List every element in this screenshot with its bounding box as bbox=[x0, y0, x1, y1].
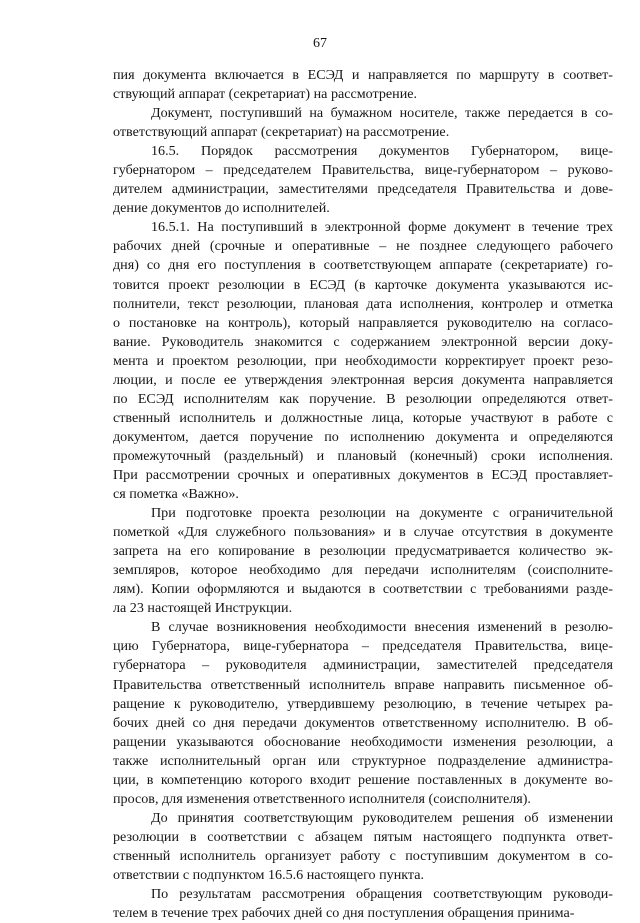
text-line-content: Документ, поступивший на бумажном носителе, также передается в со- bbox=[151, 105, 613, 122]
text-line bbox=[113, 352, 613, 371]
text-line-content: По результатам рассмотрения обращения соответствующим руководи- bbox=[151, 886, 613, 903]
text-line bbox=[113, 409, 613, 428]
paragraph bbox=[113, 885, 613, 923]
paragraph bbox=[113, 142, 613, 218]
text-line-content: ращение к руководителю, утвердившему резолюцию, в течение четырех ра- bbox=[113, 695, 613, 712]
text-line-content: При рассмотрении срочных и оперативных документов в ЕСЭД проставляет- bbox=[113, 466, 613, 483]
text-line-content: губернатором – председателем Правительства, вице-губернатором – руково- bbox=[113, 162, 613, 179]
text-line bbox=[113, 656, 613, 675]
text-line-content: запрета на его копирование в резолюции предусматривается количество эк- bbox=[113, 543, 613, 560]
text-line bbox=[113, 390, 613, 409]
text-line-content: также исполнительный орган или структурное подразделение администра- bbox=[113, 752, 613, 769]
text-line-content: телем в течение трех рабочих дней со дня поступления обращения принима- bbox=[113, 905, 575, 922]
text-line bbox=[113, 504, 613, 523]
text-line bbox=[113, 104, 613, 123]
page-number: 67 bbox=[313, 36, 327, 51]
text-line bbox=[113, 714, 613, 733]
text-line-content: дителем администрации, заместителями председателя Правительства и дове- bbox=[113, 181, 613, 198]
paragraph bbox=[113, 809, 613, 885]
text-line bbox=[113, 295, 613, 314]
text-line bbox=[113, 542, 613, 561]
text-line-content: о постановке на контроль), который направляется руководителю на согласо- bbox=[113, 314, 613, 331]
text-line bbox=[113, 276, 613, 295]
text-line-content: 16.5. Порядок рассмотрения документов Губернатором, вице- bbox=[151, 143, 613, 160]
text-line bbox=[113, 790, 613, 809]
text-line bbox=[113, 466, 613, 485]
text-line-content: товится проект резолюции в ЕСЭД (в карточке документа указываются ис- bbox=[113, 276, 613, 293]
text-line-content: ции, в компетенцию которого входит решение поставленных в документе во- bbox=[113, 771, 613, 788]
text-line bbox=[113, 371, 613, 390]
text-line-content: дение документов до исполнителей. bbox=[113, 200, 330, 217]
text-line-content: ствующий аппарат (секретариат) на рассмотрение. bbox=[113, 86, 418, 103]
text-line bbox=[113, 85, 613, 104]
text-line bbox=[113, 580, 613, 599]
text-line bbox=[113, 561, 613, 580]
paragraph bbox=[113, 618, 613, 808]
text-line bbox=[113, 123, 613, 142]
text-line-content: губернатора – руководителя администрации, заместителей председателя bbox=[113, 657, 613, 674]
text-line-content: полнители, текст резолюции, плановая дата исполнения, контролер и отметка bbox=[113, 295, 613, 312]
text-line bbox=[113, 256, 613, 275]
paragraph bbox=[113, 504, 613, 618]
text-line bbox=[113, 199, 613, 218]
text-line bbox=[113, 314, 613, 333]
text-line-content: ращении указываются обоснование необходимости изменения резолюции, а bbox=[113, 733, 613, 750]
text-line bbox=[113, 828, 613, 847]
text-line bbox=[113, 447, 613, 466]
text-line bbox=[113, 637, 613, 656]
text-line-content: При подготовке проекта резолюции на документе с ограничительной bbox=[151, 505, 613, 522]
text-line-content: ственный исполнитель организует работу с поступившим документом в со- bbox=[113, 847, 613, 864]
text-line-content: дня) со дня его поступления в соответствующем аппарате (секретариате) го- bbox=[113, 257, 613, 274]
text-line bbox=[113, 237, 613, 256]
text-line bbox=[113, 676, 613, 695]
text-line bbox=[113, 523, 613, 542]
text-line bbox=[113, 866, 613, 885]
text-line bbox=[113, 904, 613, 923]
text-line-content: До принятия соответствующим руководителем решения об изменении bbox=[151, 809, 613, 826]
text-line-content: промежуточный (раздельный) и плановый (конечный) сроки исполнения. bbox=[113, 447, 613, 464]
text-line-content: ответствии с подпунктом 16.5.6 настоящего пункта. bbox=[113, 866, 425, 883]
text-line-content: ся пометка «Важно». bbox=[113, 486, 239, 503]
text-line-content: по ЕСЭД исполнителям как поручение. В резолюции определяются ответ- bbox=[113, 390, 613, 407]
text-line bbox=[113, 809, 613, 828]
text-line bbox=[113, 428, 613, 447]
text-line-content: 16.5.1. На поступивший в электронной форме документ в течение трех bbox=[151, 219, 613, 236]
text-line bbox=[113, 66, 613, 85]
text-line bbox=[113, 218, 613, 237]
text-line bbox=[113, 733, 613, 752]
text-line-content: рабочих дней (срочные и оперативные – не позднее следующего рабочего bbox=[113, 238, 613, 255]
text-line-content: бочих дней со дня передачи документов ответственному исполнителю. В об- bbox=[113, 714, 613, 731]
paragraph bbox=[113, 66, 613, 104]
text-line bbox=[113, 618, 613, 637]
text-line-content: ла 23 настоящей Инструкции. bbox=[113, 600, 293, 617]
text-line bbox=[113, 180, 613, 199]
text-line-content: Правительства ответственный исполнитель вправе направить письменное об- bbox=[113, 676, 613, 693]
text-line-content: ответствующий аппарат (секретариат) на рассмотрение. bbox=[113, 124, 450, 141]
text-line bbox=[113, 771, 613, 790]
text-line-content: просов, для изменения ответственного исполнителя (соисполнителя). bbox=[113, 790, 531, 807]
text-line-content: мента и проектом резолюции, при необходимости корректирует проект резо- bbox=[113, 352, 613, 369]
text-line-content: пометкой «Для служебного пользования» и в случае отсутствия в документе bbox=[113, 524, 613, 541]
text-line bbox=[113, 485, 613, 504]
text-line-content: цию Губернатора, вице-губернатора – председателя Правительства, вице- bbox=[113, 638, 613, 655]
text-line bbox=[113, 142, 613, 161]
text-line-content: лям). Копии оформляются и выдаются в соответствии с требованиями разде- bbox=[113, 581, 613, 598]
text-line bbox=[113, 599, 613, 618]
text-line-content: В случае возникновения необходимости внесения изменений в резолю- bbox=[151, 619, 613, 636]
text-line-content: резолюции в соответствии с абзацем пятым настоящего подпункта ответ- bbox=[113, 828, 613, 845]
paragraph bbox=[113, 104, 613, 142]
text-line bbox=[113, 885, 613, 904]
text-line bbox=[113, 752, 613, 771]
text-line-content: документом, дается поручение по исполнению документа и определяются bbox=[113, 428, 613, 445]
document-body bbox=[113, 66, 613, 923]
text-line-content: земпляров, которое необходимо для передачи исполнителям (соисполните- bbox=[113, 562, 613, 579]
text-line bbox=[113, 695, 613, 714]
text-line bbox=[113, 333, 613, 352]
paragraph bbox=[113, 218, 613, 504]
text-line-content: люции, и после ее утверждения электронная версия документа направляется bbox=[113, 371, 613, 388]
text-line bbox=[113, 161, 613, 180]
text-line-content: вание. Руководитель знакомится с содержанием электронной версии доку- bbox=[113, 333, 613, 350]
text-line-content: пия документа включается в ЕСЭД и направляется по маршруту в соответ- bbox=[113, 67, 613, 83]
text-line-content: ственный исполнитель и должностные лица, которые участвуют в работе с bbox=[113, 409, 613, 426]
text-line bbox=[113, 847, 613, 866]
